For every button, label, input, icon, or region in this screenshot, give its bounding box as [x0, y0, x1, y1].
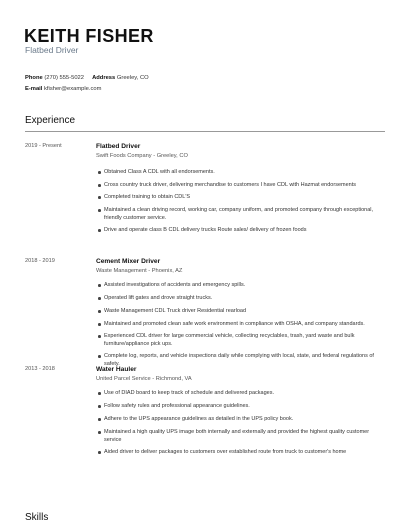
- job-bullet: Use of DIAD board to keep track of schedule and delivered packages.: [104, 389, 386, 397]
- job-company: United Parcel Service - Richmond, VA: [96, 376, 192, 382]
- job-bullet: Experienced CDL driver for large commercial vehicle, collecting recyclables, trash, yard waste and bulk furniture/appliance pick ups.: [104, 332, 386, 348]
- job-dates: 2018 - 2019: [25, 258, 55, 264]
- job-dates: 2019 - Present: [25, 143, 62, 149]
- job-bullet-list: [104, 168, 386, 234]
- job-bullet: Maintained and promoted clean safe work environment in compliance with OSHA, and company standards.: [104, 320, 386, 328]
- job-bullet-list: [104, 389, 386, 456]
- experience-divider: [25, 131, 385, 132]
- job-bullet: Assisted investigations of accidents and emergency spills.: [104, 281, 386, 289]
- address-label: Address: [92, 75, 116, 81]
- candidate-title: Flatbed Driver: [25, 45, 79, 55]
- phone-label: Phone: [25, 75, 43, 81]
- job-bullet: Obtained Class A CDL with all endorsements.: [104, 168, 386, 176]
- contact-email-line: [25, 86, 101, 92]
- job-title: Flatbed Driver: [96, 143, 141, 150]
- job-bullet: Follow safety rules and professional appearance guidelines.: [104, 402, 386, 410]
- job-bullet: Drive and operate class B CDL delivery trucks Route sales/ delivery of frozen foods: [104, 226, 386, 234]
- job-bullet: Cross country truck driver, delivering merchandise to customers I have CDL with Hazmat endorsements: [104, 181, 386, 189]
- job-bullet: Operated lift gates and drove straight trucks.: [104, 294, 386, 302]
- job-bullet: Aided driver to deliver packages to customers over established route from truck to customer's home: [104, 448, 386, 456]
- job-bullet: Waste Management CDL Truck driver Residential rearload: [104, 307, 386, 315]
- job-title: Water Hauler: [96, 366, 137, 373]
- job-company: Swift Foods Company - Greeley, CO: [96, 153, 188, 159]
- skills-heading: Skills: [25, 512, 49, 523]
- job-dates: 2013 - 2018: [25, 366, 55, 372]
- job-bullet: Maintained a high quality UPS image both internally and externally and provided the highest quality customer service: [104, 428, 386, 444]
- candidate-name: KEITH FISHER: [24, 26, 154, 46]
- email-label: E-mail: [25, 86, 43, 92]
- job-company: Waste Management - Phoenix, AZ: [96, 268, 183, 274]
- job-bullet: Completed training to obtain CDL'S: [104, 193, 386, 201]
- job-bullet: Maintained a clean driving record, working car, company uniform, and promoted company through exceptional, friendly customer service.: [104, 206, 386, 222]
- job-title: Cement Mixer Driver: [96, 258, 161, 265]
- phone-value: (270) 555-5022: [44, 75, 84, 81]
- job-bullet-list: [104, 281, 386, 368]
- contact-phone-address-line: [25, 75, 149, 81]
- address-value: Greeley, CO: [116, 75, 149, 81]
- job-bullet: Complete log, reports, and vehicle inspections daily while complying with local, state, and federal regulations of safety.: [104, 352, 386, 368]
- email-value[interactable]: kfisher@example.com: [44, 86, 102, 92]
- job-bullet: Adhere to the UPS appearance guidelines as detailed in the UPS policy book.: [104, 415, 386, 423]
- experience-heading: Experience: [25, 115, 76, 126]
